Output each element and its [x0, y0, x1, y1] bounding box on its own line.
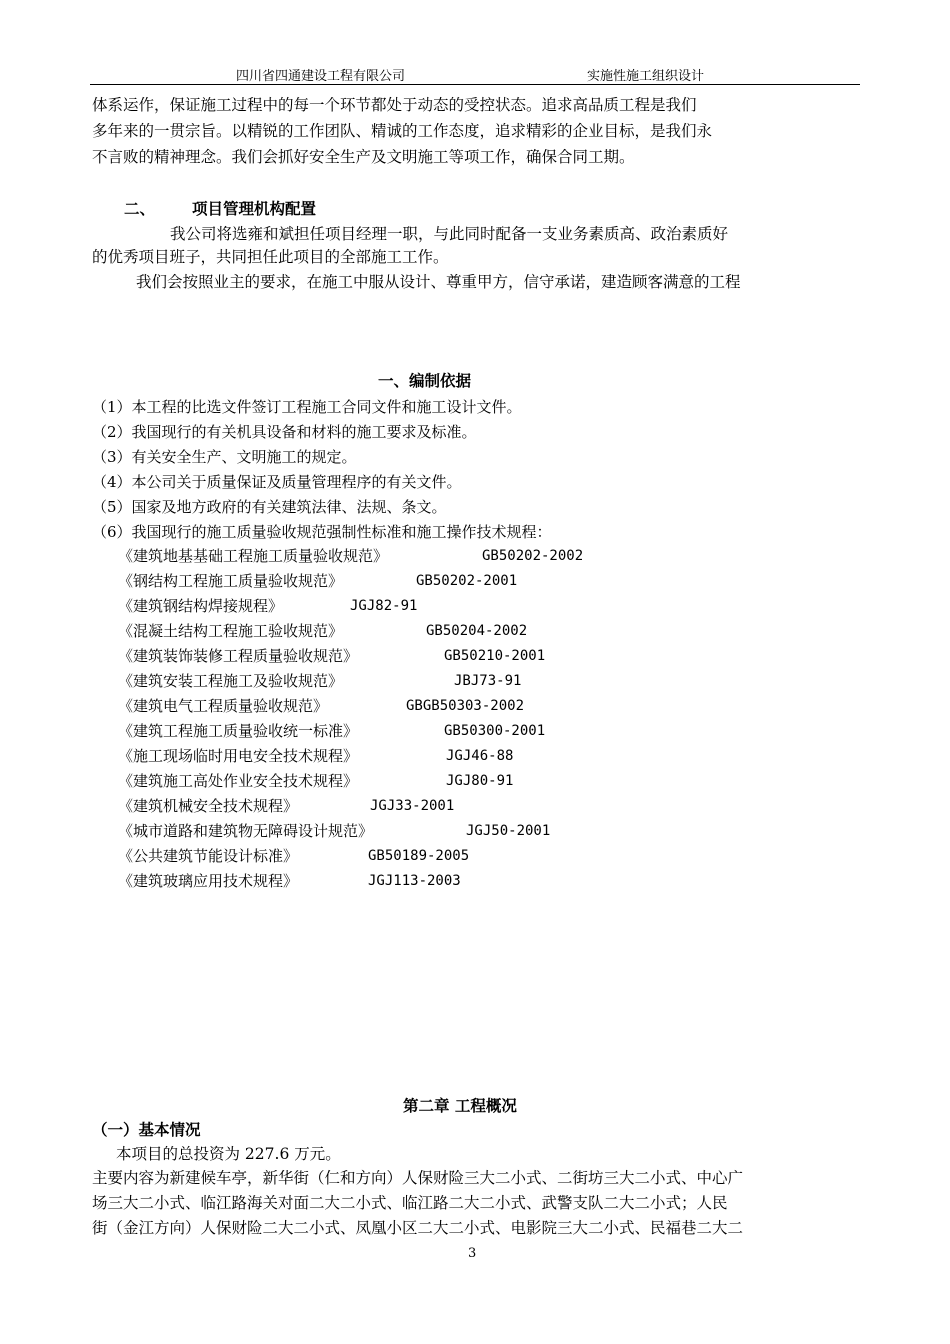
page-number: 3 [468, 1246, 477, 1261]
section2-title: 项目管理机构配置 [192, 199, 317, 218]
standard-code: JGJ80-91 [446, 773, 514, 789]
standard-name: 《建筑安装工程施工及验收规范》 [118, 672, 344, 690]
standard-code: GB50189-2005 [368, 848, 470, 864]
chapter2-title: 第二章 工程概况 [403, 1096, 517, 1115]
chapter2-content-line: 主要内容为新建候车亭，新华街（仁和方向）人保财险三大二小式、二街坊三大二小式、中心广 [92, 1169, 744, 1187]
standard-code: JGJ50-2001 [466, 823, 551, 839]
chapter2-content-line: 场三大二小式、临江路海关对面二大二小式、临江路二大二小式、武警支队二大二小式；人民 [92, 1194, 728, 1212]
standard-code: GB50204-2002 [426, 623, 528, 639]
standard-code: JGJ46-88 [446, 748, 514, 764]
standard-name: 《建筑施工高处作业安全技术规程》 [118, 772, 359, 790]
section2-line: 的优秀项目班子，共同担任此项目的全部施工工作。 [92, 248, 449, 266]
header-company: 四川省四通建设工程有限公司 [236, 69, 406, 84]
standard-code: GB50202-2002 [482, 548, 584, 564]
section2-number: 二、 [124, 199, 156, 218]
standard-name: 《建筑机械安全技术规程》 [118, 797, 299, 815]
standard-name: 《混凝土结构工程施工验收规范》 [118, 622, 344, 640]
standard-name: 《城市道路和建筑物无障碍设计规范》 [118, 822, 374, 840]
header-doc-title: 实施性施工组织设计 [587, 69, 705, 84]
standard-name: 《建筑工程施工质量验收统一标准》 [118, 722, 359, 740]
basis-item: （5）国家及地方政府的有关建筑法律、法规、条文。 [92, 498, 447, 516]
basis-item: （2）我国现行的有关机具设备和材料的施工要求及标准。 [92, 423, 477, 441]
section2-line: 我们会按照业主的要求，在施工中服从设计、尊重甲方，信守承诺，建造顾客满意的工程 [136, 273, 741, 291]
standard-code: JGJ113-2003 [368, 873, 461, 889]
page-header [90, 64, 860, 85]
basis-title: 一、编制依据 [378, 371, 472, 390]
intro-line: 体系运作，保证施工过程中的每一个环节都处于动态的受控状态。追求高品质工程是我们 [92, 96, 697, 114]
standard-name: 《建筑地基基础工程施工质量验收规范》 [118, 547, 389, 565]
standard-code: GB50300-2001 [444, 723, 546, 739]
intro-line: 多年来的一贯宗旨。以精锐的工作团队、精诚的工作态度，追求精彩的企业目标，是我们永 [92, 122, 713, 140]
section2-line: 我公司将选雍和斌担任项目经理一职，与此同时配备一支业务素质高、政治素质好 [170, 225, 729, 243]
basis-item: （6）我国现行的施工质量验收规范强制性标准和施工操作技术规程： [92, 523, 552, 541]
chapter2-subsection: （一）基本情况 [92, 1120, 201, 1139]
basis-item: （4）本公司关于质量保证及质量管理程序的有关文件。 [92, 473, 462, 491]
standard-name: 《钢结构工程施工质量验收规范》 [118, 572, 344, 590]
standard-code: JBJ73-91 [454, 673, 522, 689]
standard-name: 《建筑玻璃应用技术规程》 [118, 872, 299, 890]
standard-code: GB50210-2001 [444, 648, 546, 664]
chapter2-content-line: 街（金江方向）人保财险二大二小式、凤凰小区二大二小式、电影院三大二小式、民福巷二大二 [92, 1219, 744, 1237]
basis-item: （3）有关安全生产、文明施工的规定。 [92, 448, 357, 466]
standard-name: 《建筑钢结构焊接规程》 [118, 597, 284, 615]
standard-code: GBGB50303-2002 [406, 698, 525, 714]
standard-name: 《建筑装饰装修工程质量验收规范》 [118, 647, 359, 665]
standard-code: JGJ33-2001 [370, 798, 455, 814]
standard-name: 《公共建筑节能设计标准》 [118, 847, 299, 865]
standard-code: GB50202-2001 [416, 573, 518, 589]
intro-line: 不言败的精神理念。我们会抓好安全生产及文明施工等项工作，确保合同工期。 [92, 148, 635, 166]
standard-code: JGJ82-91 [350, 598, 418, 614]
basis-item: （1）本工程的比选文件签订工程施工合同文件和施工设计文件。 [92, 398, 522, 416]
standard-name: 《建筑电气工程质量验收规范》 [118, 697, 329, 715]
standard-name: 《施工现场临时用电安全技术规程》 [118, 747, 359, 765]
chapter2-investment: 本项目的总投资为 227.6 万元。 [116, 1145, 341, 1163]
